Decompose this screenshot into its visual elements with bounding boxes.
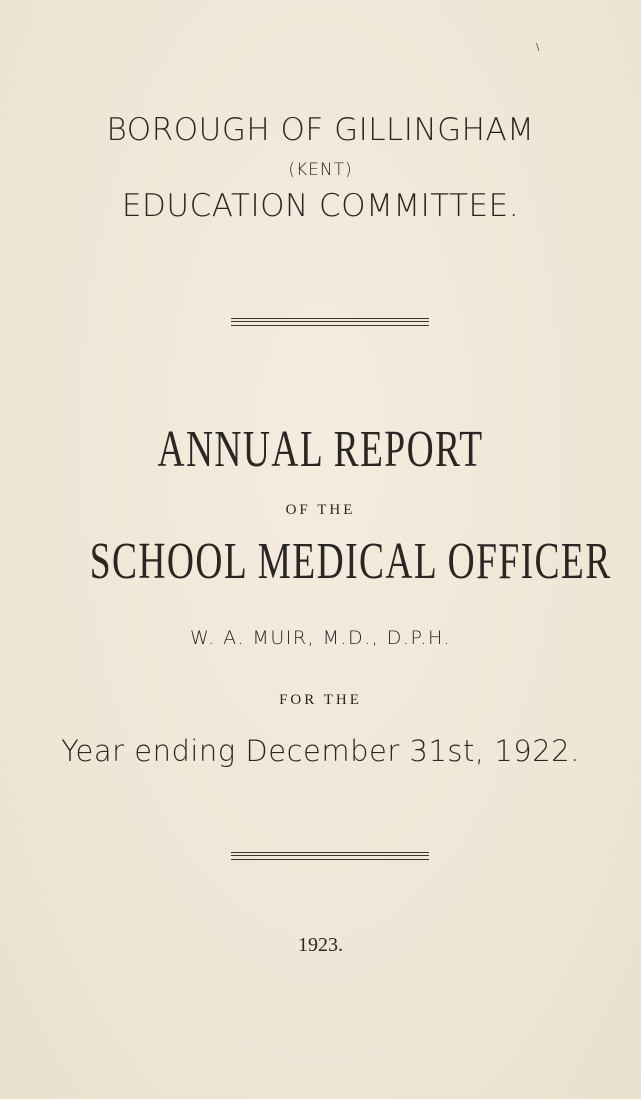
officer-heading: SCHOOL MEDICAL OFFICER: [89, 533, 612, 590]
publication-year: 1923.: [298, 934, 343, 956]
borough-heading: BOROUGH OF GILLINGHAM: [106, 112, 535, 148]
report-heading: ANNUAL REPORT: [157, 421, 484, 478]
author-line: W. A. MUIR, M.D., D.P.H.: [190, 627, 451, 649]
report-period: Year ending December 31st, 1922.: [61, 734, 580, 768]
committee-heading: EDUCATION COMMITTEE.: [121, 188, 520, 224]
bottom-double-rule: [231, 852, 429, 860]
for-the-label: FOR THE: [279, 692, 362, 708]
county-label: (KENT): [288, 160, 353, 180]
corner-mark: \: [536, 42, 540, 53]
top-double-rule: [231, 318, 429, 326]
of-the-label: OF THE: [285, 502, 356, 518]
